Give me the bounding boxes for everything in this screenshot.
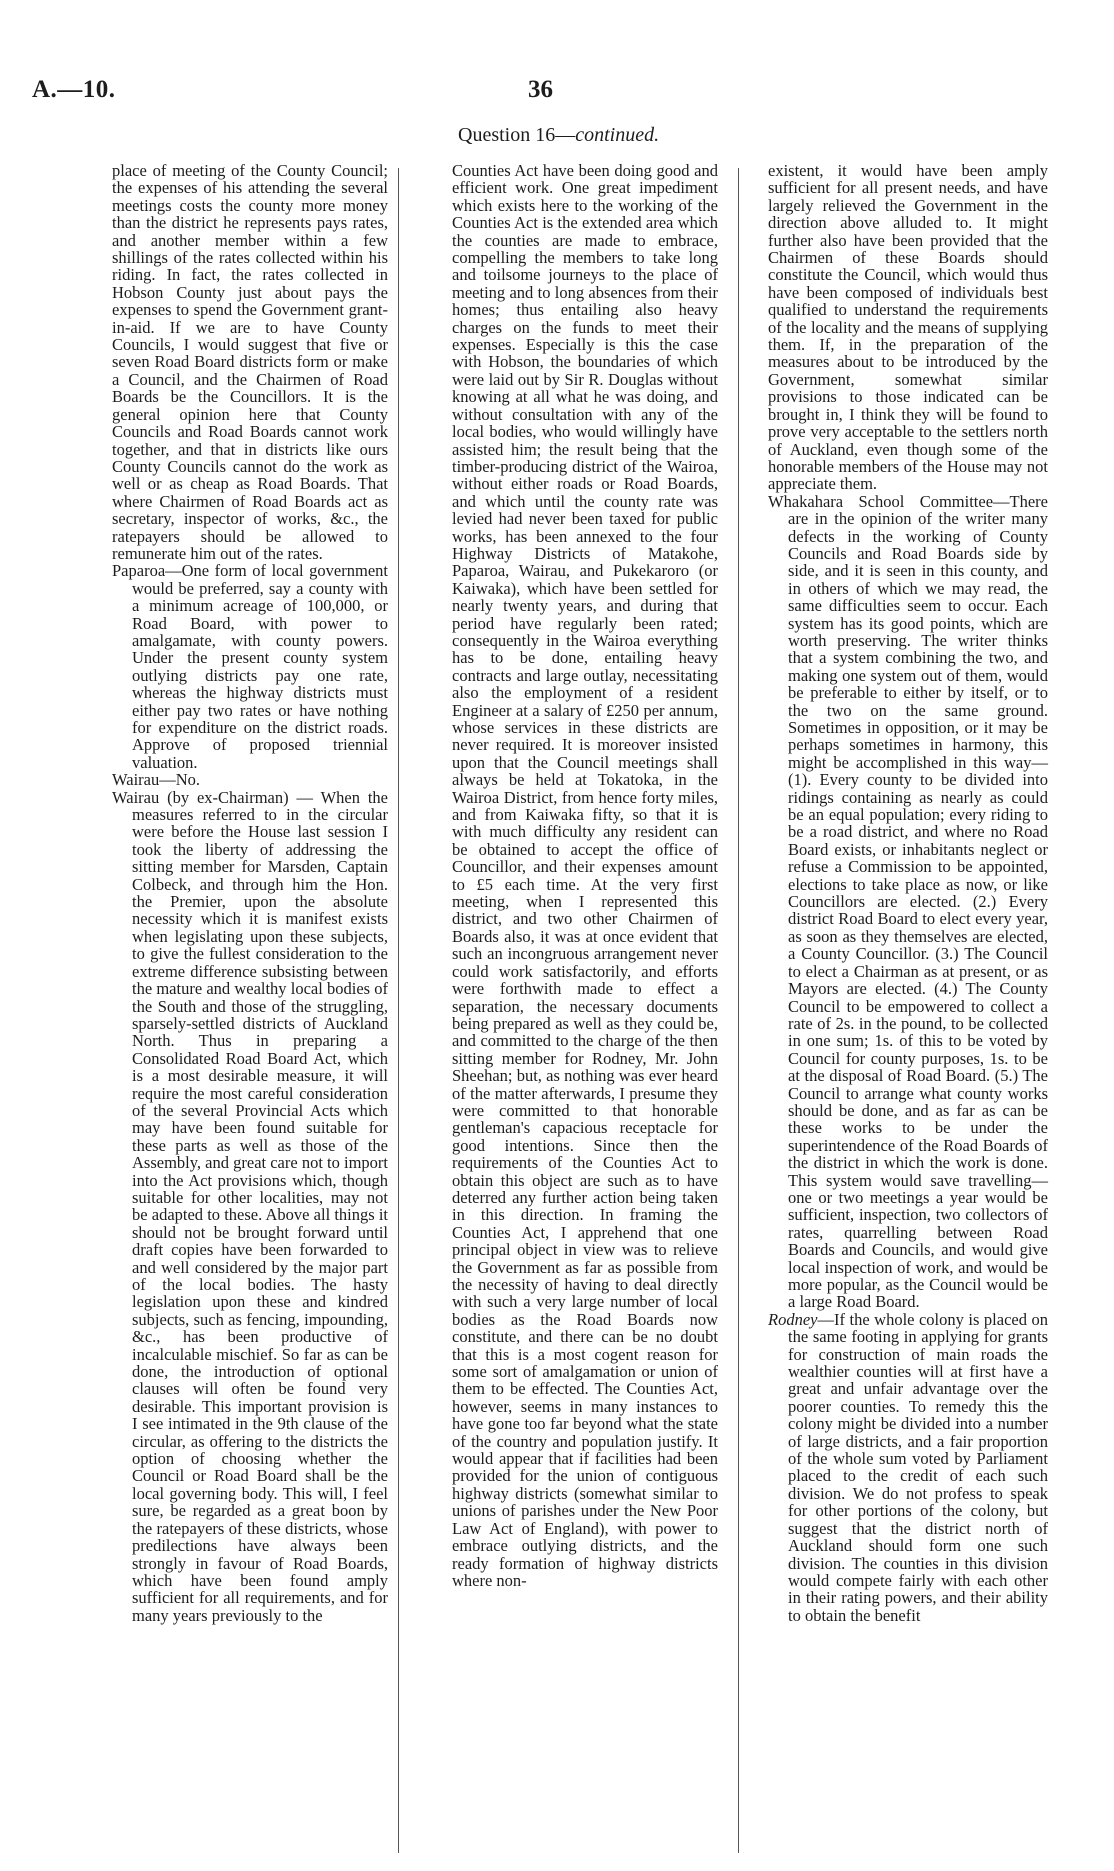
column-right <box>768 162 1048 1624</box>
entry-wairau-ex-chairman: Wairau (by ex-Chairman) — When the measures referred to in the circular were before the House last session I took the liberty of addressing the sitting member for Marsden, Captain Colbeck, and through him the Hon. the Premier, upon the absolute necessity which it is manifest exists when legislating upon these subjects, to give the fullest consideration to the extreme difference subsisting between the mature and wealthy local bodies of the South and those of the struggling, sparsely-settled districts of Auckland North. Thus in preparing a Consolidated Road Board Act, which is a most desirable measure, it will require the most careful consideration of the several Provincial Acts which may have been found suitable for these parts as well as those of the Assembly, and great care not to import into the Act provisions which, though suitable for other localities, may not be adapted to these. Above all things it should not be brought forward until draft copies have been forwarded to and well considered by the major part of the local bodies. The hasty legislation upon these and kindred subjects, such as fencing, impounding, &c., has been productive of incalculable mischief. So far as can be done, the introduction of optional clauses will often be found very desirable. This important provision is I see intimated in the 9th clause of the circular, as offering to the districts the option of choosing whether the Council or Road Board shall be the local governing body. This will, I feel sure, be regarded as a great boon by the ratepayers of these districts, whose predilections have always been strongly in favour of Road Boards, which have been found amply sufficient for all requirements, and for many years previously to the <box>112 787 388 1625</box>
wairau-continuation: Counties Act have been doing good and efficient work. One great impediment which exists here to the working of the Counties Act is the extended area which the counties are made to embrace, compelling the members to take long and toilsome journeys to the place of meeting and to long absences from their homes; thus entailing also heavy charges on the funds to meet their expenses. Especially is this the case with Hobson, the boundaries of which were laid out by Sir R. Douglas without knowing at all what he was doing, and without consultation with any of the local bodies, who would willingly have assisted him; the result being that the timber-producing district of the Wairoa, without either roads or Road Boards, and which until the county rate was levied had never been taxed for public works, has been annexed to the four Highway Districts of Matakohe, Paparoa, Wairau, and Pukekaroro (or Kaiwaka), which have been settled for nearly twenty years, and during that period have regularly been rated; consequently in the Wairoa everything has to be done, entailing heavy contracts and large outlay, necessitating also the employment of a resident Engineer at a salary of £250 per annum, whose services in these districts are never required. It is moreover insisted upon that the Council meetings shall always be held at Tokatoka, in the Wairoa District, from hence forty miles, and from Kaiwaka fifty, so that it is with much difficulty any resident can be obtained to accept the office of Councillor, and their expenses amount to £5 each time. At the very first meeting, when I represented this district, and two other Chairmen of Boards also, it was at once evident that such an incongruous arrangement never could work satisfactorily, and efforts were forthwith made to effect a separation, the necessary documents being prepared as well as they could be, and committed to the charge of the then sitting member for Rodney, Mr. John Sheehan; but, as nothing was ever heard of the matter afterwards, I presume they were committed to that honorable gentleman's capacious receptacle for good intentions. Since then the requirements of the Counties Act to obtain this object are such as to have deterred any further action being taken in this direction. In framing the Counties Act, I apprehend that one principal object in view was to relieve the Government as far as possible from the necessity of having to deal directly with such a very large number of local bodies as the Road Boards now constitute, and there can be no doubt that this is a most cogent reason for some sort of amalgamation or union of them to be effected. The Counties Act, however, seems in many instances to have gone too far beyond what the state of the country and population justify. It would appear that if facilities had been provided for the union of contiguous highway districts (somewhat similar to unions of parishes under the New Poor Law Act of England), with power to embrace outlying districts, and the ready formation of highway districts where non- <box>452 161 718 1590</box>
question-continued: continued. <box>575 124 660 146</box>
entry-wairau: Wairau—No. <box>112 770 201 790</box>
report-reference: A.—10. <box>32 76 116 103</box>
page-number: 36 <box>528 76 553 103</box>
question-title: Question 16— <box>458 124 576 146</box>
continued-paragraph: place of meeting of the County Council; the expenses of his attending the several meetings costs the county more money than the district he represents pays rates, and another member within a few shillings of the rates collected within his riding. In fact, the rates collected in Hobson County just about pays the expenses to spend the Government grant-in-aid. If we are to have County Councils, I would suggest that five or seven Road Board districts form or make a Council, and the Chairmen of Road Boards be the Councillors. It is the general opinion here that County Councils and Road Boards cannot work together, and that in districts like ours County Councils cannot do the work as well or as cheap as Road Boards. That where Chairmen of Road Boards act as secretary, inspector of works, &c., the ratepayers should be allowed to remunerate him out of the rates. <box>112 161 388 563</box>
entry-paparoa: Paparoa—One form of local government would be preferred, say a county with a minimum acreage of 100,000, or Road Board, with power to amalgamate, with county powers. Under the present county system outlying districts pay one rate, whereas the highway districts must either pay two rates or have nothing for expenditure on the district roads. Approve of proposed triennial valuation. <box>112 561 388 772</box>
rodney-text: —If the whole colony is placed on the same footing in applying for grants for construction of main roads the wealthier counties will at first have a great and unfair advantage over the poorer counties. To remedy this the colony might be divided into a number of large districts, and a fair proportion of the whole sum voted by Parliament placed to the credit of each such division. We do not profess to speak for other portions of the colony, but suggest that the district north of Auckland should form one such division. The counties in this division would compete fairly with each other in their rating powers, and their ability to obtain the benefit <box>788 1309 1048 1625</box>
column-divider-left <box>398 168 399 1853</box>
rodney-label: Rodney <box>768 1309 818 1329</box>
column-divider-right <box>738 168 739 1853</box>
entry-whakahara: Whakahara School Committee—There are in the opinion of the writer many defects in the working of County Councils and Road Boards side by side, and it is seen in this county, and in others of which we may read, the same difficulties seem to occur. Each system has its good points, which are worth preserving. The writer thinks that a system combining the two, and making one system out of them, would be preferable to either by itself, or to the two on the same ground. Sometimes in opposition, or it may be perhaps sometimes in harmony, this might be accomplished in this way—(1). Every county to be divided into ridings containing as nearly as could be an equal population; every riding to be a road district, and where no Road Board exists, or inhabitants neglect or refuse a Commission to be appointed, elections to take place as now, or like Councillors are elected. (2.) Every district Road Board to elect every year, as soon as they themselves are elected, a County Councillor. (3.) The Council to elect a Chairman as at present, or as Mayors are elected. (4.) The County Council to be empowered to collect a rate of 2s. in the pound, to be collected in one sum; 1s. of this to be voted by Council for county purposes, 1s. to be at the disposal of Road Board. (5.) The Council to arrange what county works should be done, and as far as can be these works to be under the superintendence of the Road Boards of the district in which the work is done. This system would save travelling—one or two meetings a year would be sufficient, inspection, two collectors of rates, quarrelling between Road Boards and Councils, and would give local inspection of work, and would be more popular, as the Council would be a large Road Board. <box>768 491 1048 1312</box>
wairau-continuation-end: existent, it would have been amply sufficient for all present needs, and have largely relieved the Government in the direction above alluded to. It might further also have been provided that the Chairmen of these Boards should constitute the Council, which would thus have been composed of individuals best qualified to understand the requirements of the locality and the means of supplying them. If, in the preparation of the measures about to be introduced by the Government, somewhat similar provisions to those indicated can be brought in, I think they will be found to prove very acceptable to the settlers north of Auckland, even though some of the honorable members of the House may not appreciate them. <box>768 161 1048 494</box>
column-middle <box>452 162 718 1589</box>
column-left <box>112 162 388 1624</box>
question-heading <box>458 124 659 147</box>
entry-rodney <box>768 1311 1048 1624</box>
